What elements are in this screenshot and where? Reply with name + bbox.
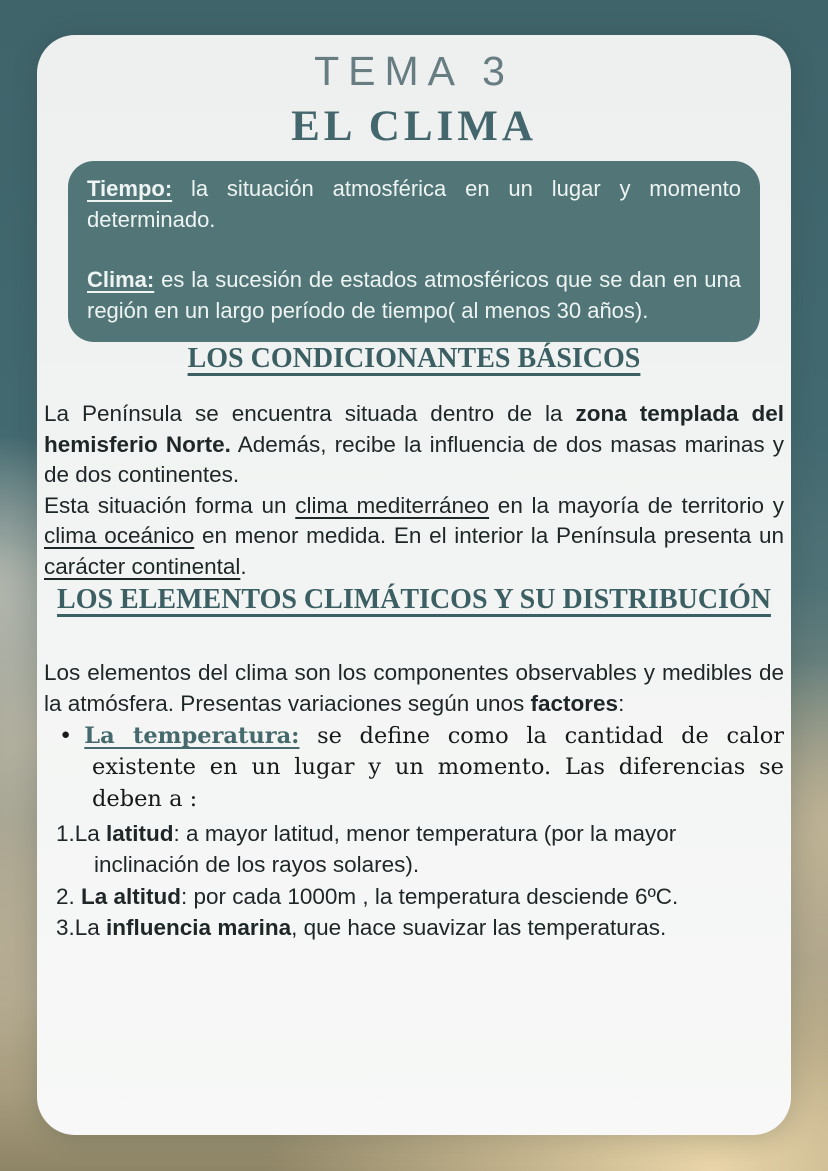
definition-clima-text: es la sucesión de estados atmosféricos que se dan en una región en un largo período de tiempo( al menos 30 años). (87, 267, 741, 323)
section-heading-condicionantes: LOS CONDICIONANTES BÁSICOS (187, 342, 641, 374)
item-pre: La (74, 915, 107, 941)
definition-clima (87, 265, 741, 326)
bold-zona-templada: zona templada del hemisferio Norte. (44, 401, 784, 457)
list-item-altitud (44, 881, 784, 913)
temperature-reasons-list (44, 818, 784, 944)
bold-altitud: La altitud (74, 883, 182, 909)
item-pre: La (74, 820, 107, 846)
item-post: : por cada 1000m , la temperatura desciende 6ºC. (181, 883, 679, 909)
list-item-latitud (44, 818, 784, 881)
paragraph-climas-text1: Esta situación forma un (44, 492, 296, 518)
underline-clima-mediterraneo: clima mediterráneo (295, 492, 490, 518)
section-heading-elementos: LOS ELEMENTOS CLIMÁTICOS Y SU DISTRIBUCIÓN (57, 583, 771, 615)
item-number: 3. (56, 915, 75, 941)
paragraph-climas-text2: en la mayoría de territorio y (489, 492, 785, 518)
item-number: 2. (56, 883, 75, 909)
list-item-influencia-marina (44, 912, 784, 944)
definition-tiempo-text: la situación atmosférica en un lugar y momento determinado. (87, 176, 741, 232)
item-number: 1. (56, 820, 75, 846)
item-post: , que hace suavizar las temperaturas. (291, 915, 667, 941)
paragraph-elementos-colon: : (618, 690, 625, 716)
paragraph-elementos-text: Los elementos del clima son los componentes observables y medibles de la atmósfera. Presentas variaciones según unos (44, 660, 784, 716)
bold-factores: factores (530, 690, 619, 716)
bullet-icon: • (59, 723, 73, 750)
definition-tiempo (87, 174, 741, 235)
term-tiempo: Tiempo: (87, 176, 173, 202)
underline-clima-oceanico: clima oceánico (44, 523, 195, 549)
page-title: EL CLIMA (291, 103, 537, 151)
factors-list (44, 721, 784, 814)
paragraph-climas-text3: en menor medida. En el interior la Península presenta un (194, 523, 784, 549)
term-clima: Clima: (87, 267, 155, 293)
paragraph-situacion-rest: Además, recibe la influencia de dos masas marinas y de dos continentes. (44, 431, 784, 488)
paragraph-elementos (44, 658, 784, 719)
paragraph-situacion (44, 399, 784, 491)
item-post: : a mayor latitud, menor temperatura (por la mayor inclinación de los rayos solares). (94, 820, 677, 878)
underline-caracter-continental: carácter continental (44, 554, 241, 580)
definition-box (68, 161, 760, 341)
term-temperatura: La temperatura: (84, 723, 300, 750)
bold-latitud: latitud (106, 820, 174, 846)
bold-influencia-marina: influencia marina (106, 915, 292, 941)
tema-label: TEMA 3 (314, 48, 514, 94)
notes-card (37, 35, 791, 1135)
list-item-temperatura (44, 721, 784, 814)
temperatura-text: se define como la cantidad de calor existente en un lugar y un momento. Las diferencias se deben a : (92, 723, 784, 812)
paragraph-climas (44, 491, 784, 583)
paragraph-situacion-text: La Península se encuentra situada dentro de la (44, 401, 576, 427)
paragraph-climas-period: . (240, 554, 247, 580)
